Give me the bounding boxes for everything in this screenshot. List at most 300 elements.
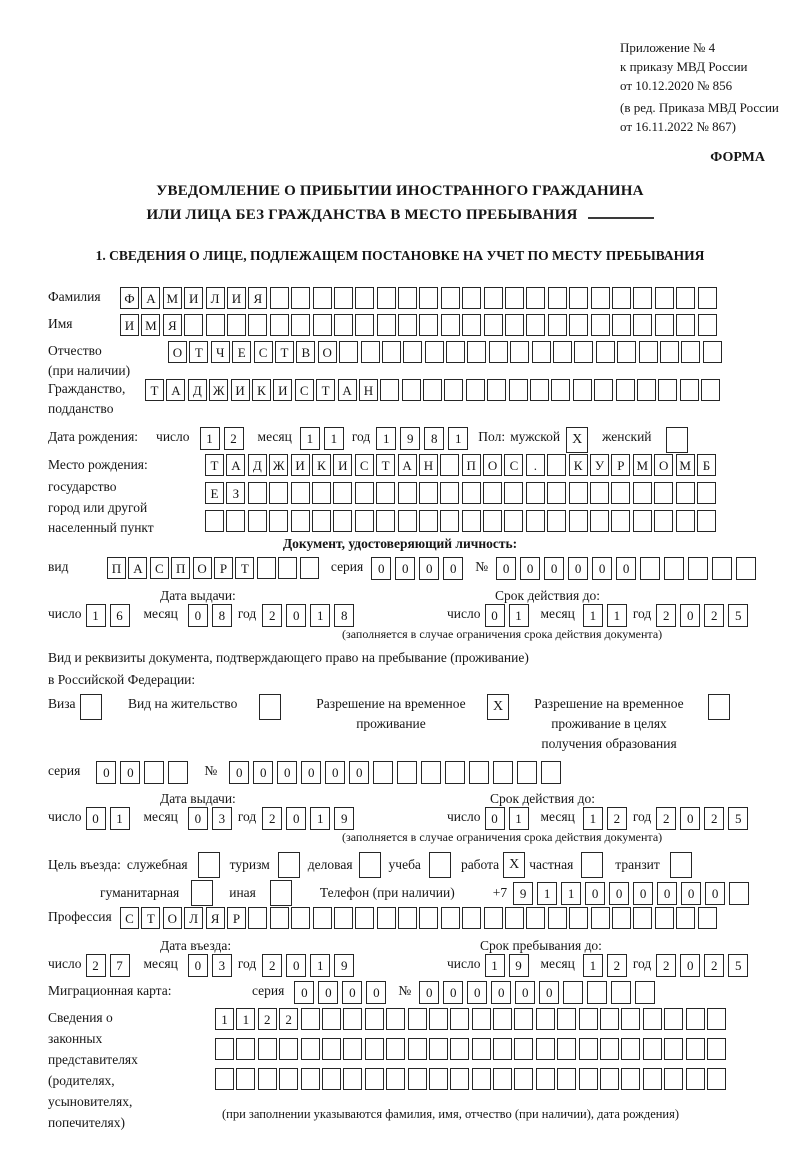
char-cell[interactable]: Ф — [120, 287, 139, 309]
char-cell[interactable]: А — [398, 454, 417, 476]
sex-male-checkbox[interactable]: X — [566, 427, 588, 453]
char-cell[interactable]: 1 — [537, 882, 557, 905]
char-cell[interactable]: 0 — [443, 557, 463, 580]
char-cell[interactable] — [419, 482, 438, 504]
char-cell[interactable]: 0 — [633, 882, 653, 905]
char-cell[interactable]: 5 — [728, 954, 748, 977]
char-cell[interactable] — [398, 907, 417, 929]
char-cell[interactable] — [355, 907, 374, 929]
char-cell[interactable]: И — [231, 379, 250, 401]
purpose-official-checkbox[interactable] — [198, 852, 220, 878]
char-cell[interactable] — [429, 1038, 448, 1060]
char-cell[interactable]: 0 — [349, 761, 369, 784]
edu-permit-checkbox[interactable] — [708, 694, 730, 720]
char-cell[interactable] — [403, 341, 422, 363]
char-cell[interactable] — [270, 314, 289, 336]
purpose-other-checkbox[interactable] — [270, 880, 292, 906]
char-cell[interactable] — [269, 482, 288, 504]
char-cell[interactable] — [440, 454, 459, 476]
char-cell[interactable] — [729, 882, 749, 905]
char-cell[interactable] — [736, 557, 756, 580]
char-cell[interactable]: Т — [316, 379, 335, 401]
char-cell[interactable]: Е — [205, 482, 224, 504]
char-cell[interactable] — [676, 482, 695, 504]
char-cell[interactable]: 0 — [443, 981, 463, 1004]
char-cell[interactable] — [377, 314, 396, 336]
char-cell[interactable] — [686, 1068, 705, 1090]
char-cell[interactable] — [386, 1008, 405, 1030]
char-cell[interactable]: М — [141, 314, 160, 336]
char-cell[interactable] — [621, 1068, 640, 1090]
char-cell[interactable]: 2 — [262, 604, 282, 627]
char-cell[interactable] — [322, 1068, 341, 1090]
char-cell[interactable]: 0 — [585, 882, 605, 905]
char-cell[interactable]: 0 — [520, 557, 540, 580]
char-cell[interactable] — [398, 482, 417, 504]
char-cell[interactable] — [594, 379, 613, 401]
char-cell[interactable] — [301, 1068, 320, 1090]
char-cell[interactable] — [386, 1068, 405, 1090]
char-cell[interactable] — [361, 341, 380, 363]
char-cell[interactable] — [376, 510, 395, 532]
char-cell[interactable] — [547, 482, 566, 504]
char-cell[interactable] — [258, 1038, 277, 1060]
char-cell[interactable]: 0 — [485, 807, 505, 830]
char-cell[interactable]: Д — [188, 379, 207, 401]
char-cell[interactable]: 0 — [286, 807, 306, 830]
char-cell[interactable]: Т — [141, 907, 160, 929]
char-cell[interactable] — [579, 1068, 598, 1090]
char-cell[interactable]: 1 — [607, 604, 627, 627]
char-cell[interactable]: 1 — [200, 427, 220, 450]
char-cell[interactable]: 7 — [110, 954, 130, 977]
char-cell[interactable] — [334, 314, 353, 336]
char-cell[interactable] — [633, 907, 652, 929]
char-cell[interactable] — [419, 314, 438, 336]
char-cell[interactable] — [551, 379, 570, 401]
char-cell[interactable]: 0 — [419, 557, 439, 580]
char-cell[interactable] — [514, 1008, 533, 1030]
char-cell[interactable] — [301, 1008, 320, 1030]
char-cell[interactable]: Я — [206, 907, 225, 929]
char-cell[interactable] — [643, 1068, 662, 1090]
char-cell[interactable] — [144, 761, 164, 784]
char-cell[interactable] — [664, 1008, 683, 1030]
char-cell[interactable]: 0 — [286, 604, 306, 627]
char-cell[interactable] — [206, 314, 225, 336]
char-cell[interactable]: А — [338, 379, 357, 401]
char-cell[interactable] — [658, 379, 677, 401]
char-cell[interactable]: 2 — [86, 954, 106, 977]
char-cell[interactable] — [469, 761, 489, 784]
char-cell[interactable]: 0 — [371, 557, 391, 580]
char-cell[interactable] — [510, 341, 529, 363]
char-cell[interactable] — [707, 1068, 726, 1090]
char-cell[interactable] — [548, 907, 567, 929]
char-cell[interactable]: 1 — [561, 882, 581, 905]
char-cell[interactable]: 2 — [704, 954, 724, 977]
char-cell[interactable] — [334, 907, 353, 929]
char-cell[interactable]: 0 — [592, 557, 612, 580]
char-cell[interactable] — [547, 510, 566, 532]
char-cell[interactable] — [557, 1008, 576, 1030]
char-cell[interactable] — [611, 510, 630, 532]
char-cell[interactable]: 0 — [342, 981, 362, 1004]
char-cell[interactable]: 1 — [310, 604, 330, 627]
char-cell[interactable] — [365, 1008, 384, 1030]
char-cell[interactable] — [398, 314, 417, 336]
char-cell[interactable] — [707, 1038, 726, 1060]
char-cell[interactable]: Р — [214, 557, 233, 579]
char-cell[interactable]: 0 — [680, 807, 700, 830]
char-cell[interactable]: В — [296, 341, 315, 363]
char-cell[interactable]: 0 — [96, 761, 116, 784]
char-cell[interactable] — [640, 557, 660, 580]
char-cell[interactable] — [365, 1038, 384, 1060]
char-cell[interactable] — [472, 1068, 491, 1090]
char-cell[interactable]: А — [166, 379, 185, 401]
char-cell[interactable] — [493, 1038, 512, 1060]
char-cell[interactable] — [493, 1008, 512, 1030]
char-cell[interactable]: Ч — [211, 341, 230, 363]
char-cell[interactable] — [557, 1038, 576, 1060]
char-cell[interactable] — [587, 981, 607, 1004]
char-cell[interactable]: Д — [248, 454, 267, 476]
char-cell[interactable] — [236, 1068, 255, 1090]
char-cell[interactable] — [680, 379, 699, 401]
char-cell[interactable] — [377, 907, 396, 929]
char-cell[interactable] — [712, 557, 732, 580]
char-cell[interactable]: 0 — [253, 761, 273, 784]
char-cell[interactable] — [655, 314, 674, 336]
char-cell[interactable] — [517, 761, 537, 784]
char-cell[interactable] — [654, 510, 673, 532]
char-cell[interactable]: 5 — [728, 604, 748, 627]
char-cell[interactable]: 0 — [705, 882, 725, 905]
char-cell[interactable]: 1 — [509, 807, 529, 830]
char-cell[interactable]: О — [654, 454, 673, 476]
char-cell[interactable]: 1 — [110, 807, 130, 830]
char-cell[interactable]: С — [150, 557, 169, 579]
char-cell[interactable] — [291, 510, 310, 532]
char-cell[interactable] — [227, 314, 246, 336]
char-cell[interactable] — [676, 907, 695, 929]
char-cell[interactable]: 0 — [515, 981, 535, 1004]
char-cell[interactable]: 0 — [491, 981, 511, 1004]
char-cell[interactable] — [373, 761, 393, 784]
char-cell[interactable] — [563, 981, 583, 1004]
char-cell[interactable] — [664, 1068, 683, 1090]
char-cell[interactable] — [291, 314, 310, 336]
char-cell[interactable]: Т — [275, 341, 294, 363]
char-cell[interactable] — [686, 1038, 705, 1060]
char-cell[interactable] — [637, 379, 656, 401]
char-cell[interactable] — [664, 1038, 683, 1060]
char-cell[interactable]: . — [526, 454, 545, 476]
char-cell[interactable] — [313, 314, 332, 336]
char-cell[interactable]: 0 — [680, 954, 700, 977]
char-cell[interactable] — [643, 1038, 662, 1060]
char-cell[interactable]: 1 — [236, 1008, 255, 1030]
char-cell[interactable]: П — [171, 557, 190, 579]
char-cell[interactable] — [635, 981, 655, 1004]
char-cell[interactable] — [425, 341, 444, 363]
char-cell[interactable] — [483, 482, 502, 504]
char-cell[interactable] — [489, 341, 508, 363]
char-cell[interactable]: С — [355, 454, 374, 476]
char-cell[interactable] — [514, 1038, 533, 1060]
char-cell[interactable] — [526, 907, 545, 929]
char-cell[interactable] — [279, 1068, 298, 1090]
char-cell[interactable] — [590, 510, 609, 532]
char-cell[interactable] — [248, 510, 267, 532]
char-cell[interactable] — [377, 287, 396, 309]
char-cell[interactable]: 0 — [229, 761, 249, 784]
char-cell[interactable]: 0 — [318, 981, 338, 1004]
char-cell[interactable] — [339, 341, 358, 363]
char-cell[interactable] — [633, 314, 652, 336]
visa-checkbox[interactable] — [80, 694, 102, 720]
char-cell[interactable]: Н — [359, 379, 378, 401]
char-cell[interactable] — [676, 510, 695, 532]
char-cell[interactable] — [450, 1038, 469, 1060]
purpose-business-checkbox[interactable] — [359, 852, 381, 878]
char-cell[interactable]: Т — [145, 379, 164, 401]
purpose-humanitarian-checkbox[interactable] — [191, 880, 213, 906]
char-cell[interactable] — [333, 510, 352, 532]
char-cell[interactable]: 2 — [656, 954, 676, 977]
char-cell[interactable] — [569, 287, 588, 309]
char-cell[interactable]: М — [163, 287, 182, 309]
char-cell[interactable] — [493, 761, 513, 784]
char-cell[interactable] — [450, 1068, 469, 1090]
char-cell[interactable] — [505, 907, 524, 929]
purpose-transit-checkbox[interactable] — [670, 852, 692, 878]
char-cell[interactable] — [408, 1038, 427, 1060]
char-cell[interactable]: 0 — [301, 761, 321, 784]
char-cell[interactable]: 9 — [400, 427, 420, 450]
char-cell[interactable] — [600, 1008, 619, 1030]
char-cell[interactable]: 1 — [448, 427, 468, 450]
char-cell[interactable] — [591, 907, 610, 929]
char-cell[interactable] — [408, 1008, 427, 1030]
char-cell[interactable]: 2 — [656, 807, 676, 830]
char-cell[interactable]: 6 — [110, 604, 130, 627]
char-cell[interactable] — [611, 482, 630, 504]
char-cell[interactable]: 2 — [279, 1008, 298, 1030]
char-cell[interactable] — [548, 287, 567, 309]
char-cell[interactable]: 2 — [262, 807, 282, 830]
char-cell[interactable] — [462, 314, 481, 336]
char-cell[interactable]: 1 — [583, 807, 603, 830]
char-cell[interactable] — [553, 341, 572, 363]
char-cell[interactable] — [419, 510, 438, 532]
char-cell[interactable]: А — [141, 287, 160, 309]
char-cell[interactable] — [466, 379, 485, 401]
char-cell[interactable] — [612, 314, 631, 336]
char-cell[interactable]: Т — [189, 341, 208, 363]
char-cell[interactable]: 8 — [212, 604, 232, 627]
char-cell[interactable] — [446, 341, 465, 363]
char-cell[interactable] — [573, 379, 592, 401]
char-cell[interactable]: П — [107, 557, 126, 579]
char-cell[interactable]: 0 — [467, 981, 487, 1004]
char-cell[interactable]: 1 — [509, 604, 529, 627]
char-cell[interactable]: О — [193, 557, 212, 579]
char-cell[interactable]: 0 — [419, 981, 439, 1004]
char-cell[interactable]: 9 — [334, 954, 354, 977]
char-cell[interactable]: 0 — [680, 604, 700, 627]
char-cell[interactable]: 0 — [657, 882, 677, 905]
char-cell[interactable] — [643, 1008, 662, 1030]
char-cell[interactable] — [278, 557, 297, 579]
char-cell[interactable]: 9 — [509, 954, 529, 977]
char-cell[interactable] — [429, 1008, 448, 1030]
char-cell[interactable]: М — [633, 454, 652, 476]
char-cell[interactable] — [301, 1038, 320, 1060]
char-cell[interactable] — [548, 314, 567, 336]
char-cell[interactable]: Т — [235, 557, 254, 579]
char-cell[interactable] — [467, 341, 486, 363]
char-cell[interactable] — [616, 379, 635, 401]
char-cell[interactable]: 0 — [395, 557, 415, 580]
char-cell[interactable] — [258, 1068, 277, 1090]
char-cell[interactable] — [569, 482, 588, 504]
char-cell[interactable] — [355, 482, 374, 504]
char-cell[interactable]: О — [163, 907, 182, 929]
char-cell[interactable]: С — [254, 341, 273, 363]
char-cell[interactable] — [269, 510, 288, 532]
char-cell[interactable] — [701, 379, 720, 401]
char-cell[interactable]: Б — [697, 454, 716, 476]
char-cell[interactable] — [421, 761, 441, 784]
char-cell[interactable] — [698, 314, 717, 336]
char-cell[interactable] — [215, 1038, 234, 1060]
char-cell[interactable]: 8 — [334, 604, 354, 627]
char-cell[interactable]: 0 — [294, 981, 314, 1004]
char-cell[interactable] — [681, 341, 700, 363]
char-cell[interactable]: 1 — [324, 427, 344, 450]
char-cell[interactable]: 1 — [485, 954, 505, 977]
char-cell[interactable] — [322, 1038, 341, 1060]
char-cell[interactable] — [633, 287, 652, 309]
char-cell[interactable] — [621, 1038, 640, 1060]
char-cell[interactable]: И — [227, 287, 246, 309]
char-cell[interactable]: С — [504, 454, 523, 476]
char-cell[interactable]: 0 — [277, 761, 297, 784]
char-cell[interactable] — [536, 1068, 555, 1090]
char-cell[interactable] — [484, 314, 503, 336]
char-cell[interactable]: 0 — [188, 604, 208, 627]
char-cell[interactable] — [376, 482, 395, 504]
char-cell[interactable]: 1 — [86, 604, 106, 627]
char-cell[interactable]: 2 — [258, 1008, 277, 1030]
char-cell[interactable]: 3 — [212, 954, 232, 977]
char-cell[interactable]: 2 — [704, 807, 724, 830]
char-cell[interactable]: 9 — [334, 807, 354, 830]
char-cell[interactable] — [612, 287, 631, 309]
char-cell[interactable] — [505, 287, 524, 309]
char-cell[interactable] — [429, 1068, 448, 1090]
char-cell[interactable]: 1 — [583, 604, 603, 627]
char-cell[interactable] — [639, 341, 658, 363]
char-cell[interactable] — [611, 981, 631, 1004]
char-cell[interactable] — [355, 314, 374, 336]
char-cell[interactable] — [270, 907, 289, 929]
char-cell[interactable]: И — [273, 379, 292, 401]
char-cell[interactable]: 0 — [544, 557, 564, 580]
char-cell[interactable] — [617, 341, 636, 363]
char-cell[interactable] — [291, 907, 310, 929]
char-cell[interactable] — [484, 287, 503, 309]
char-cell[interactable]: 0 — [496, 557, 516, 580]
char-cell[interactable] — [536, 1008, 555, 1030]
char-cell[interactable]: К — [312, 454, 331, 476]
char-cell[interactable] — [686, 1008, 705, 1030]
char-cell[interactable]: И — [291, 454, 310, 476]
char-cell[interactable] — [205, 510, 224, 532]
char-cell[interactable]: 0 — [286, 954, 306, 977]
char-cell[interactable] — [382, 341, 401, 363]
char-cell[interactable]: 2 — [607, 807, 627, 830]
char-cell[interactable] — [355, 510, 374, 532]
char-cell[interactable] — [557, 1068, 576, 1090]
char-cell[interactable] — [322, 1008, 341, 1030]
char-cell[interactable] — [291, 287, 310, 309]
char-cell[interactable] — [462, 287, 481, 309]
char-cell[interactable] — [579, 1008, 598, 1030]
char-cell[interactable]: 1 — [376, 427, 396, 450]
purpose-tourism-checkbox[interactable] — [278, 852, 300, 878]
char-cell[interactable]: Ж — [269, 454, 288, 476]
purpose-private-checkbox[interactable] — [581, 852, 603, 878]
char-cell[interactable] — [450, 1008, 469, 1030]
char-cell[interactable]: 0 — [616, 557, 636, 580]
char-cell[interactable] — [444, 379, 463, 401]
char-cell[interactable] — [676, 287, 695, 309]
char-cell[interactable]: К — [252, 379, 271, 401]
char-cell[interactable]: У — [590, 454, 609, 476]
char-cell[interactable] — [654, 482, 673, 504]
char-cell[interactable]: 1 — [300, 427, 320, 450]
char-cell[interactable]: Я — [248, 287, 267, 309]
char-cell[interactable]: 0 — [188, 807, 208, 830]
char-cell[interactable]: 1 — [310, 954, 330, 977]
char-cell[interactable] — [579, 1038, 598, 1060]
char-cell[interactable] — [541, 761, 561, 784]
char-cell[interactable] — [472, 1038, 491, 1060]
char-cell[interactable]: 9 — [513, 882, 533, 905]
char-cell[interactable]: 0 — [568, 557, 588, 580]
char-cell[interactable] — [445, 761, 465, 784]
char-cell[interactable] — [530, 379, 549, 401]
char-cell[interactable] — [591, 287, 610, 309]
char-cell[interactable] — [215, 1068, 234, 1090]
char-cell[interactable] — [398, 287, 417, 309]
char-cell[interactable] — [270, 287, 289, 309]
char-cell[interactable] — [526, 510, 545, 532]
char-cell[interactable]: О — [318, 341, 337, 363]
char-cell[interactable]: Л — [184, 907, 203, 929]
char-cell[interactable] — [526, 314, 545, 336]
char-cell[interactable]: 0 — [120, 761, 140, 784]
purpose-study-checkbox[interactable] — [429, 852, 451, 878]
char-cell[interactable] — [402, 379, 421, 401]
char-cell[interactable] — [462, 510, 481, 532]
char-cell[interactable]: Л — [206, 287, 225, 309]
char-cell[interactable] — [365, 1068, 384, 1090]
char-cell[interactable]: 2 — [704, 604, 724, 627]
